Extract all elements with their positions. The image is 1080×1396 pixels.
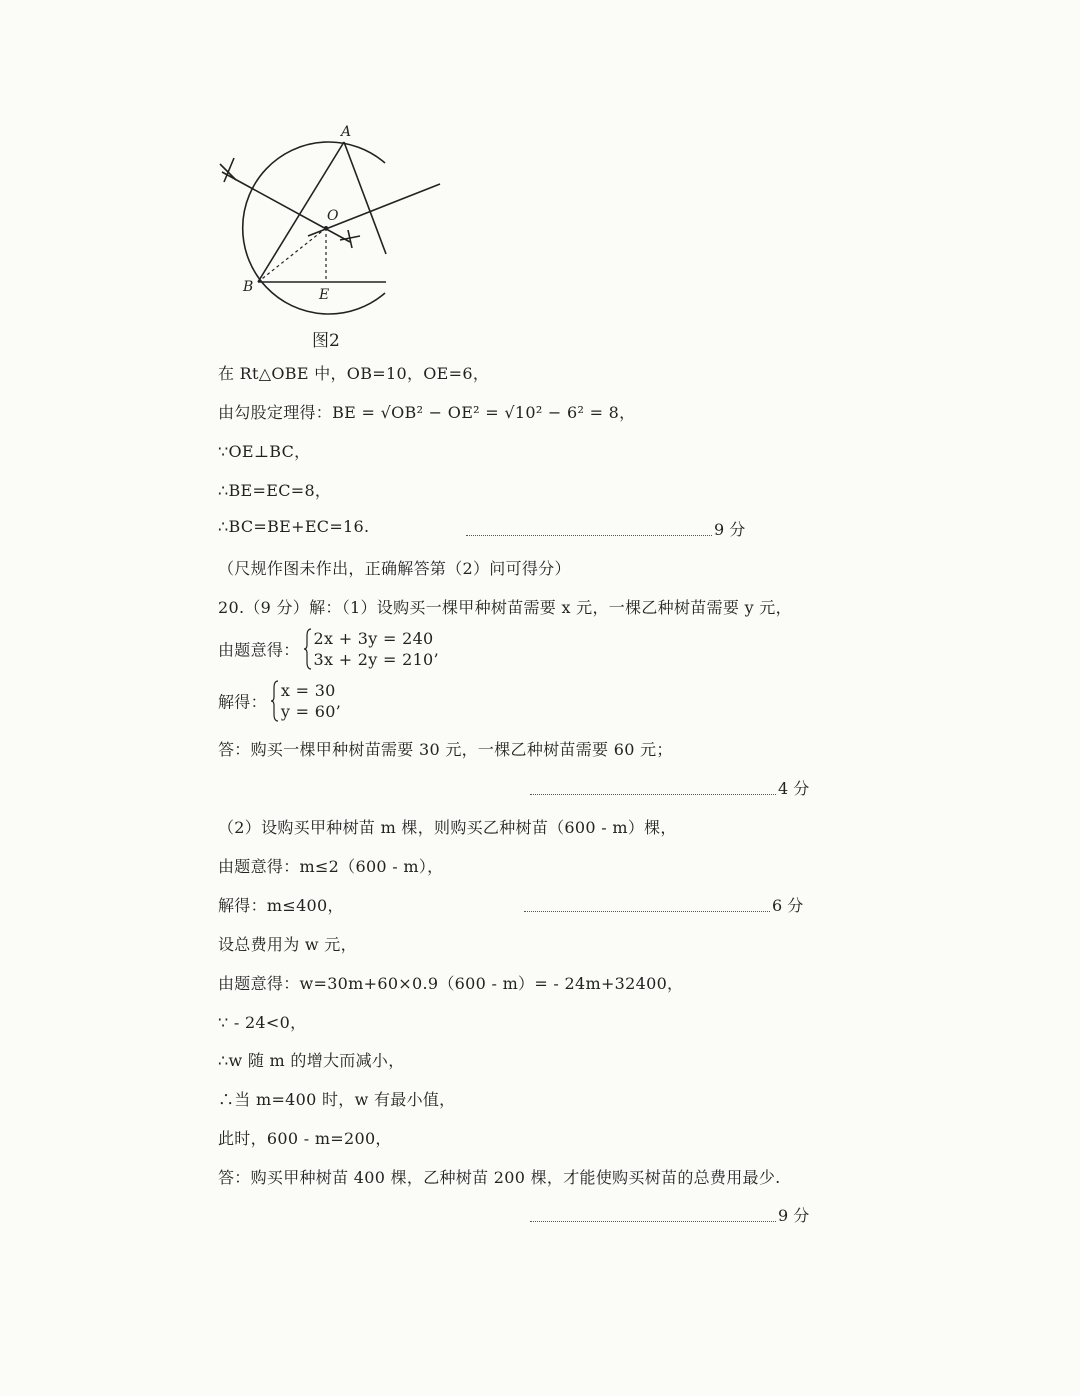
equation-label: 由题意得： — [218, 640, 300, 660]
equation-1: 2x + 3y = 240 — [313, 629, 434, 648]
equation-2: 3x + 2y = 210’ — [313, 650, 439, 669]
segment-ob — [258, 228, 326, 282]
equation-system-line — [218, 628, 439, 670]
text-line: 由勾股定理得：BE = √OB² − OE² = √10² − 6² = 8， — [218, 403, 636, 422]
text-line: 由题意得：m≤2（600 - m）， — [218, 857, 444, 876]
text-line: 20.（9 分）解：（1）设购买一棵甲种树苗需要 x 元，一棵乙种树苗需要 y 元， — [218, 598, 792, 617]
figure-caption: 图2 — [312, 331, 340, 351]
circle-arc — [243, 142, 385, 314]
solution-2: y = 60’ — [280, 702, 342, 721]
solution-label: 解得： — [218, 692, 267, 712]
score-mark: 4 分 — [530, 776, 809, 799]
text-line: 答：购买一棵甲种树苗需要 30 元，一棵乙种树苗需要 60 元； — [218, 740, 673, 759]
text-line: ∵OE⊥BC， — [218, 442, 311, 461]
bisector-line-1 — [222, 172, 350, 242]
text-line: ∴BC=BE+EC=16. — [218, 517, 370, 536]
solution-1: x = 30 — [280, 681, 336, 700]
geometry-figure — [210, 118, 450, 318]
text-line: ∵ - 24<0， — [218, 1013, 307, 1032]
text-line: （尺规作图未作出，正确解答第（2）问可得分） — [218, 559, 571, 578]
text-line: ∴w 随 m 的增大而减小， — [218, 1051, 405, 1070]
solution-system — [271, 680, 341, 722]
equation-system — [304, 628, 439, 670]
label-b: B — [243, 279, 254, 295]
label-a: A — [341, 124, 352, 140]
score-mark: 9 分 — [530, 1203, 809, 1226]
text-line: （2）设购买甲种树苗 m 棵，则购买乙种树苗（600 - m）棵， — [218, 818, 677, 837]
text-line: 此时，600 - m=200， — [218, 1129, 392, 1148]
text-line: ∴BE=EC=8， — [218, 481, 332, 500]
text-line: 解得：m≤400， — [218, 896, 344, 915]
label-e: E — [319, 287, 330, 303]
solution-system-line — [218, 680, 341, 722]
text-line: 设总费用为 w 元， — [218, 935, 357, 954]
score-mark: 6 分 — [524, 893, 803, 916]
label-o: O — [327, 208, 339, 224]
text-line: ∴当 m=400 时，w 有最小值， — [218, 1090, 456, 1109]
text-line: 答：购买甲种树苗 400 棵，乙种树苗 200 棵，才能使购买树苗的总费用最少. — [218, 1168, 781, 1187]
score-mark: 9 分 — [466, 517, 745, 540]
text-line: 由题意得：w=30m+60×0.9（600 - m）= - 24m+32400， — [218, 974, 684, 993]
text-line: 在 Rt△OBE 中，OB=10，OE=6， — [218, 364, 490, 383]
